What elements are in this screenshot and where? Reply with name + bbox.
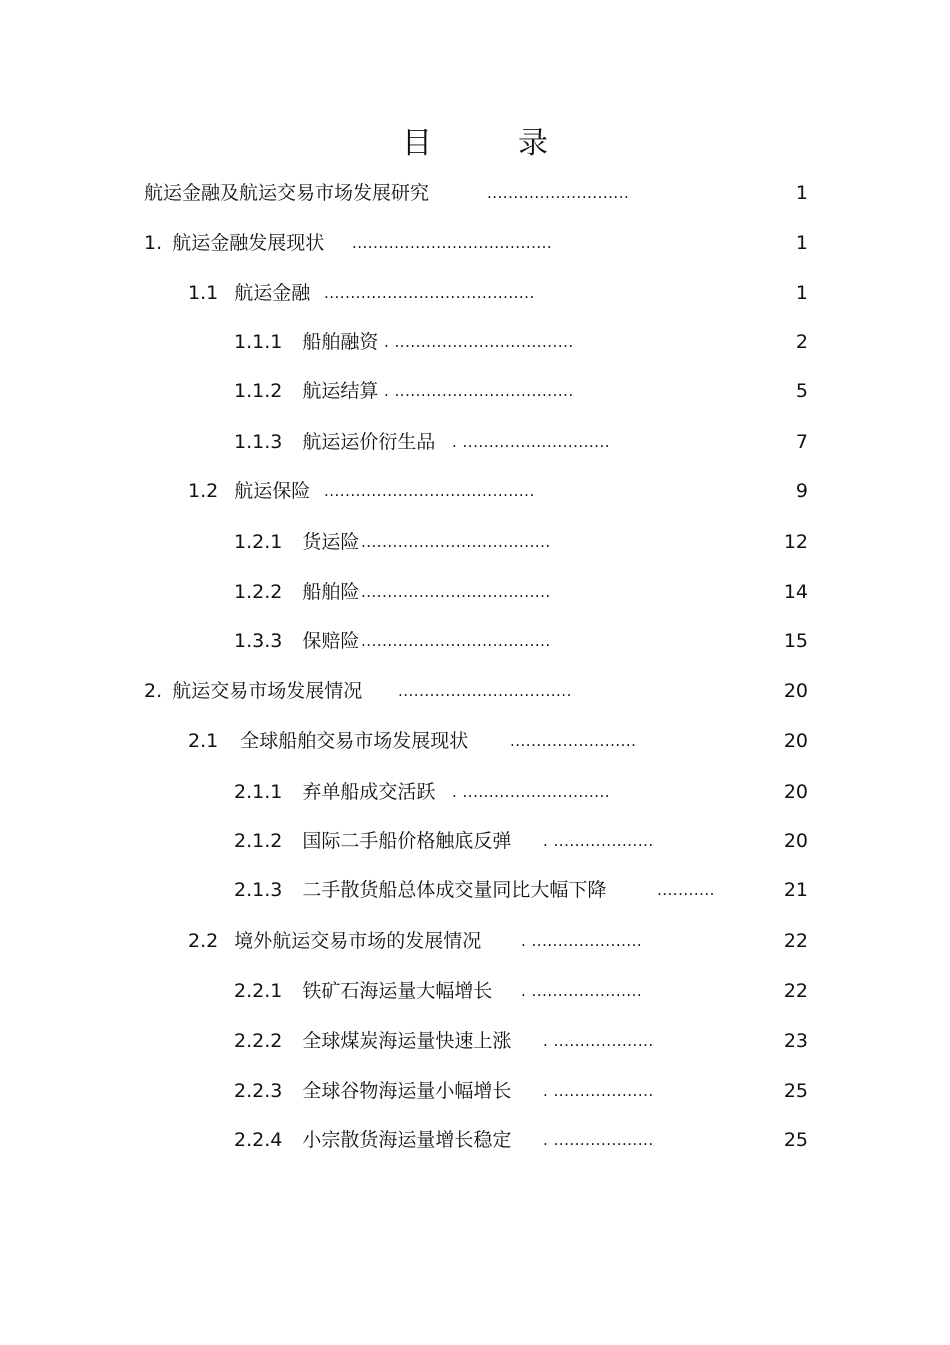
- toc-entry[interactable]: [144, 228, 324, 258]
- toc-entry-number: 2.2.2: [234, 1030, 283, 1052]
- toc-entry[interactable]: [234, 1026, 511, 1056]
- toc-page-number: 1: [795, 232, 808, 254]
- toc-entry-label: 二手散货船总体成交量同比大幅下降: [302, 879, 607, 901]
- toc-leader-dots: ......................................: [352, 234, 553, 252]
- toc-entry[interactable]: [234, 427, 435, 457]
- toc-entry[interactable]: [144, 178, 429, 208]
- toc-entry-label: 全球谷物海运量小幅增长: [302, 1080, 512, 1102]
- toc-page-number: 23: [783, 1030, 808, 1052]
- toc-entry[interactable]: [234, 1076, 511, 1106]
- toc-leader-dots: . .....................: [521, 932, 643, 950]
- toc-leader-dots: . ...................: [543, 832, 654, 850]
- toc-entry-label: 小宗散货海运量增长稳定: [302, 1129, 512, 1151]
- toc-page-number: 25: [783, 1080, 808, 1102]
- toc-leader-dots: ...........: [657, 881, 715, 899]
- toc-entry-number: 2.2.4: [234, 1129, 283, 1151]
- toc-entry[interactable]: [188, 476, 310, 506]
- toc-page-number: 20: [783, 830, 808, 852]
- toc-leader-dots: ....................................: [361, 632, 551, 650]
- toc-entry-number: 2.1.1: [234, 781, 283, 803]
- toc-entry[interactable]: [234, 527, 359, 557]
- toc-entry-label: 航运结算: [302, 380, 379, 402]
- toc-page-number: 7: [795, 431, 808, 453]
- toc-page-number: 14: [783, 581, 808, 603]
- toc-page-number: 25: [783, 1129, 808, 1151]
- toc-page-number: 9: [795, 480, 808, 502]
- toc-leader-dots: . ..................................: [384, 333, 574, 351]
- toc-leader-dots: ....................................: [361, 583, 551, 601]
- toc-leader-dots: . ............................: [452, 433, 611, 451]
- toc-entry-number: 2.1.3: [234, 879, 283, 901]
- toc-entry[interactable]: [234, 626, 359, 656]
- toc-entry-label: 航运金融及航运交易市场发展研究: [144, 182, 430, 204]
- toc-entry-label: 船舶险: [302, 581, 360, 603]
- toc-entry-label: 航运运价衍生品: [302, 431, 436, 453]
- toc-entry[interactable]: [234, 376, 378, 406]
- toc-page-number: 22: [783, 930, 808, 952]
- toc-entry[interactable]: [188, 726, 468, 756]
- toc-entry[interactable]: [234, 577, 359, 607]
- toc-entry[interactable]: [234, 1125, 511, 1155]
- toc-entry-number: 2.2: [188, 930, 219, 952]
- toc-entry-number: 1.1.3: [234, 431, 283, 453]
- toc-entry-number: 1.1: [188, 282, 219, 304]
- toc-entry-label: 航运保险: [234, 480, 311, 502]
- toc-entry-number: 1.1.1: [234, 331, 283, 353]
- toc-page-number: 15: [783, 630, 808, 652]
- toc-entry[interactable]: [234, 875, 606, 905]
- toc-entry-label: 全球煤炭海运量快速上涨: [302, 1030, 512, 1052]
- toc-page-number: 1: [795, 282, 808, 304]
- toc-page-number: 20: [783, 680, 808, 702]
- toc-entry-label: 保赔险: [302, 630, 360, 652]
- toc-entry-label: 船舶融资: [302, 331, 379, 353]
- toc-leader-dots: ...........................: [487, 184, 630, 202]
- toc-leader-dots: .................................: [398, 682, 572, 700]
- toc-leader-dots: ........................................: [324, 482, 535, 500]
- toc-entry-label: 航运金融: [234, 282, 311, 304]
- toc-entry-label: 航运交易市场发展情况: [172, 680, 363, 702]
- toc-page-number: 2: [795, 331, 808, 353]
- toc-entry[interactable]: [188, 926, 481, 956]
- toc-leader-dots: . ............................: [452, 783, 611, 801]
- toc-entry-label: 国际二手船价格触底反弹: [302, 830, 512, 852]
- toc-leader-dots: . ..................................: [384, 382, 574, 400]
- toc-page-number: 12: [783, 531, 808, 553]
- toc-entry-number: 2.2.1: [234, 980, 283, 1002]
- toc-entry[interactable]: [234, 327, 378, 357]
- toc-leader-dots: . .....................: [521, 982, 643, 1000]
- toc-leader-dots: ........................: [510, 732, 637, 750]
- toc-entry-number: 1.2.2: [234, 581, 283, 603]
- toc-entry-number: 2.1.2: [234, 830, 283, 852]
- toc-title: 目 录: [402, 126, 576, 161]
- toc-leader-dots: . ...................: [543, 1032, 654, 1050]
- toc-entry[interactable]: [234, 976, 492, 1006]
- toc-page-number: 5: [795, 380, 808, 402]
- toc-entry-label: 航运金融发展现状: [172, 232, 325, 254]
- toc-entry-number: 1.1.2: [234, 380, 283, 402]
- toc-entry-number: 1.: [144, 232, 163, 254]
- toc-page-number: 1: [795, 182, 808, 204]
- toc-entry-number: 2.2.3: [234, 1080, 283, 1102]
- toc-page-number: 20: [783, 730, 808, 752]
- toc-entry-number: 2.: [144, 680, 163, 702]
- toc-leader-dots: ........................................: [324, 284, 535, 302]
- toc-entry-label: 货运险: [302, 531, 360, 553]
- toc-entry-number: 1.3.3: [234, 630, 283, 652]
- toc-entry-label: 弃单船成交活跃: [302, 781, 436, 803]
- toc-page-number: 21: [783, 879, 808, 901]
- toc-entry[interactable]: [188, 278, 310, 308]
- toc-leader-dots: . ...................: [543, 1131, 654, 1149]
- toc-entry-number: 1.2.1: [234, 531, 283, 553]
- toc-leader-dots: . ...................: [543, 1082, 654, 1100]
- toc-entry-number: 2.1: [188, 730, 219, 752]
- toc-page-number: 20: [783, 781, 808, 803]
- toc-entry-label: 铁矿石海运量大幅增长: [302, 980, 493, 1002]
- toc-entry-label: 全球船舶交易市场发展现状: [240, 730, 469, 752]
- toc-entry[interactable]: [144, 676, 362, 706]
- toc-page-number: 22: [783, 980, 808, 1002]
- toc-entry-label: 境外航运交易市场的发展情况: [234, 930, 482, 952]
- toc-entry[interactable]: [234, 777, 435, 807]
- toc-entry[interactable]: [234, 826, 511, 856]
- toc-leader-dots: ....................................: [361, 533, 551, 551]
- toc-entry-number: 1.2: [188, 480, 219, 502]
